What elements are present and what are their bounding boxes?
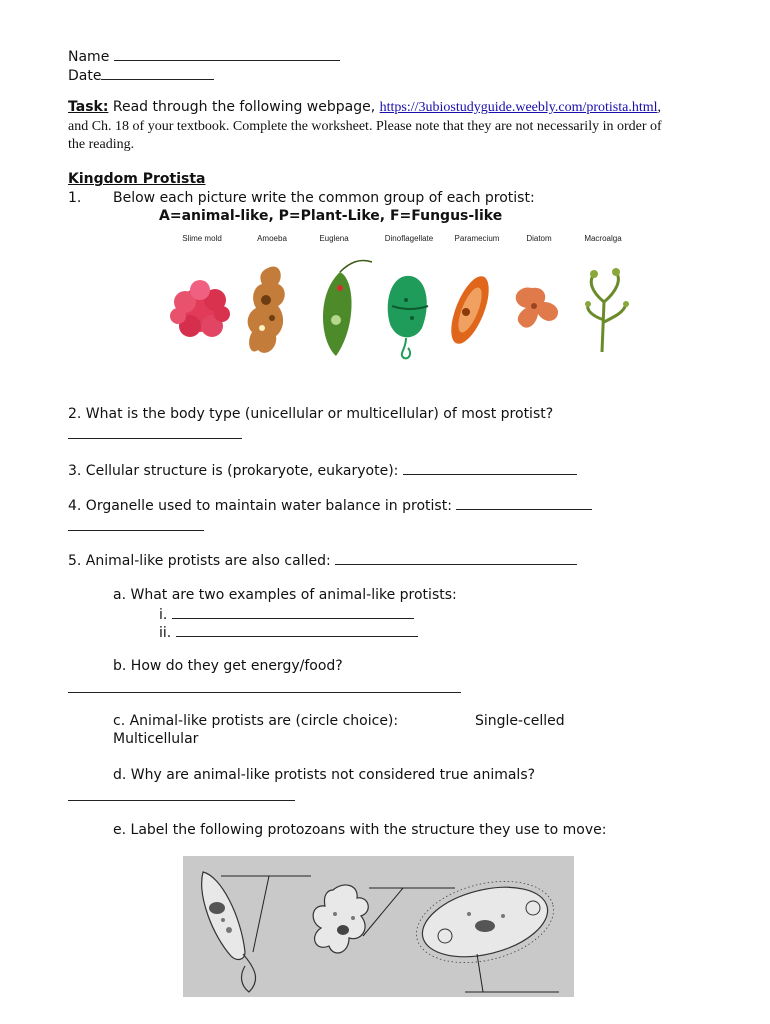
q5e-text: e. Label the following protozoans with the structure they use to move: xyxy=(113,822,607,838)
caption-slime-mold: Slime mold xyxy=(182,234,222,243)
q1-number: 1. xyxy=(68,190,82,206)
task-line-3: the reading. xyxy=(68,137,135,152)
task-url-link[interactable]: https://3ubiostudyguide.weebly.com/protista.html xyxy=(379,100,658,115)
section-title: Kingdom Protista xyxy=(68,171,206,187)
q5a-i-blank[interactable] xyxy=(172,605,414,619)
protozoan-label-image xyxy=(183,856,574,997)
q5d-text: d. Why are animal-like protists not considered true animals? xyxy=(113,767,536,783)
q5c-text: c. Animal-like protists are (circle choice): xyxy=(113,713,399,729)
q5a-i-line xyxy=(159,605,414,623)
name-line xyxy=(68,47,340,65)
date-label: Date xyxy=(68,68,102,84)
q4-answer-line-2[interactable] xyxy=(68,530,204,531)
q5b-text: b. How do they get energy/food? xyxy=(113,658,343,674)
caption-macroalga: Macroalga xyxy=(584,234,622,243)
q2-text: 2. What is the body type (unicellular or multicellular) of most protist? xyxy=(68,406,554,422)
date-line xyxy=(68,66,214,84)
task-line-1 xyxy=(68,99,661,116)
task-text: Read through the following webpage, xyxy=(112,99,380,115)
q5-text: 5. Animal-like protists are also called: xyxy=(68,553,331,569)
caption-paramecium: Paramecium xyxy=(454,234,500,243)
dinoflagellate-image xyxy=(388,276,428,358)
caption-euglena: Euglena xyxy=(319,234,349,243)
caption-diatom: Diatom xyxy=(526,234,552,243)
q5a-text: a. What are two examples of animal-like protists: xyxy=(113,587,457,603)
slime-mold-image xyxy=(170,280,230,337)
q5-line xyxy=(68,551,577,569)
flagellate-drawing xyxy=(202,872,311,992)
euglena-image xyxy=(323,260,372,356)
caption-amoeba: Amoeba xyxy=(257,234,287,243)
q5a-ii-blank[interactable] xyxy=(176,623,418,637)
macroalga-image xyxy=(585,268,629,352)
q5c-option-multicellular[interactable]: Multicellular xyxy=(113,731,199,747)
q5a-ii-label: ii. xyxy=(159,625,172,641)
q5-answer-blank[interactable] xyxy=(335,551,577,565)
amoeba-image xyxy=(248,267,285,353)
q3-answer-blank[interactable] xyxy=(403,461,577,475)
q2-answer-line[interactable] xyxy=(68,438,242,439)
task-line-2: and Ch. 18 of your textbook. Complete the worksheet. Please note that they are not necessarily in order of xyxy=(68,119,662,134)
q5b-answer-line[interactable] xyxy=(68,692,461,693)
name-blank[interactable] xyxy=(114,47,340,61)
date-blank[interactable] xyxy=(101,66,214,80)
caption-dinoflagellate: Dinoflagellate xyxy=(384,234,434,243)
paramecium-image xyxy=(444,271,497,348)
q3-line xyxy=(68,461,577,479)
q5d-answer-line[interactable] xyxy=(68,800,295,801)
diatom-image xyxy=(516,288,558,328)
q3-text: 3. Cellular structure is (prokaryote, eukaryote): xyxy=(68,463,399,479)
name-label: Name xyxy=(68,49,110,65)
q4-text: 4. Organelle used to maintain water balance in protist: xyxy=(68,498,452,514)
q4-line xyxy=(68,496,592,514)
q5c-option-single-celled[interactable]: Single-celled xyxy=(475,713,565,729)
task-url-comma: , xyxy=(657,100,662,115)
q1-text: Below each picture write the common group of each protist: xyxy=(113,190,535,206)
q5a-ii-line xyxy=(159,623,418,641)
paramecium-drawing xyxy=(408,868,562,992)
q5a-i-label: i. xyxy=(159,607,168,623)
q1-key: A=animal-like, P=Plant-Like, F=Fungus-like xyxy=(159,208,503,224)
protist-images xyxy=(160,232,640,372)
task-label: Task: xyxy=(68,99,109,115)
q4-answer-blank[interactable] xyxy=(456,496,592,510)
